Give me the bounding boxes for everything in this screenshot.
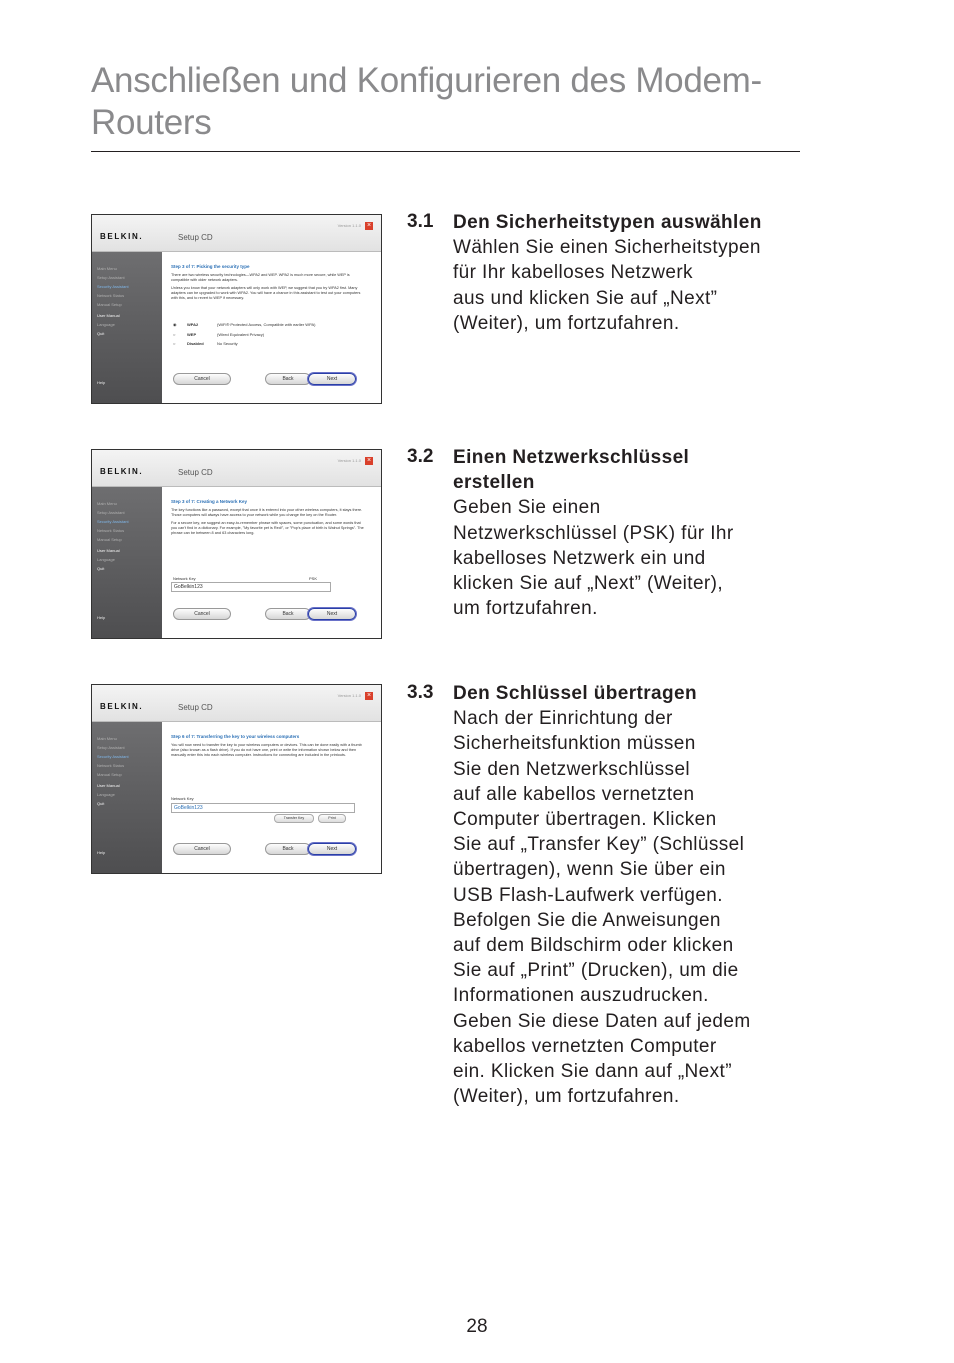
sidebar-item-setup-assistant[interactable]: Setup Assistant <box>97 275 125 280</box>
text-line: kabelloses Netzwerk ein und <box>453 547 706 569</box>
cancel-button[interactable]: Cancel <box>173 373 231 385</box>
close-icon[interactable]: × <box>366 692 372 699</box>
radio-icon[interactable]: ○ <box>173 341 176 346</box>
step-paragraph: You will now need to transfer the key to your wireless computers or devices. This can be done easily with a thumb drive (also known as a flash drive). If you do not have one, print or write the information shown below and then manually enter this into each wireless computer. Instructions for connecting are included in the printouts. <box>171 743 362 757</box>
sidebar-item-manual-setup[interactable]: Manual Setup <box>97 537 122 542</box>
psk-label: PSK <box>309 576 318 581</box>
sidebar-item-language[interactable]: Language <box>97 322 115 327</box>
screenshot-network-key <box>91 449 382 639</box>
print-button[interactable]: Print <box>318 814 346 823</box>
title-divider <box>91 151 800 152</box>
step-body <box>171 743 367 758</box>
sidebar-item-user-manual[interactable]: User Manual <box>97 783 120 788</box>
step-paragraph: There are two wireless security technologies—WPA2 and WEP. WPA2 is much more secure, while WEP is compatible with older network adapters. <box>171 273 350 282</box>
transfer-key-button[interactable]: Transfer Key <box>274 814 314 823</box>
version-label: Version 1.1.0 <box>337 458 361 463</box>
text-line: um fortzufahren. <box>453 598 598 620</box>
step-heading: Den Schlüssel übertragen <box>453 683 698 704</box>
cancel-button[interactable]: Cancel <box>173 608 231 620</box>
page-number: 28 <box>466 1316 488 1337</box>
option-disabled[interactable]: ○ Disabled No Security <box>173 341 238 346</box>
sidebar-item-security-assistant[interactable]: Security Assistant <box>97 284 129 289</box>
sidebar-item-setup-assistant[interactable]: Setup Assistant <box>97 745 125 750</box>
text-line: Computer übertragen. Klicken <box>453 809 717 831</box>
screen-header <box>92 450 381 487</box>
sidebar-item-language[interactable]: Language <box>97 557 115 562</box>
screen-title: Setup CD <box>178 468 213 477</box>
text-line: USB Flash-Laufwerk verfügen. <box>453 884 723 906</box>
sidebar-item-main-menu[interactable]: Main Menu <box>97 266 117 271</box>
option-wpa2[interactable]: ◉ WPA2 (WiFi® Protected Access, Compatible with earlier WPA) <box>173 322 316 327</box>
help-link[interactable]: Help <box>97 380 106 385</box>
belkin-logo: BELKIN. <box>100 702 144 711</box>
text-line: auf alle kabellos vernetzten <box>453 783 695 805</box>
network-key-display: GoBelkin123 <box>171 803 355 813</box>
cancel-button[interactable]: Cancel <box>173 843 231 855</box>
sidebar-item-network-status[interactable]: Network Status <box>97 763 125 768</box>
belkin-logo: BELKIN. <box>100 232 144 241</box>
text-line: für Ihr kabelloses Netzwerk <box>453 262 693 284</box>
screen-header <box>92 215 381 252</box>
text-line: Sicherheitsfunktion müssen <box>453 733 696 755</box>
text-line: (Weiter), um fortzufahren. <box>453 1086 680 1108</box>
screen-header <box>92 685 381 722</box>
next-button[interactable]: Next <box>308 608 356 620</box>
version-label: Version 1.1.0 <box>337 693 361 698</box>
step-description <box>453 210 813 336</box>
sidebar-item-language[interactable]: Language <box>97 792 115 797</box>
text-line: Geben Sie einen <box>453 497 601 519</box>
page-title-line-1: Anschließen und Konfigurieren des Modem- <box>91 61 762 100</box>
step-description <box>453 445 813 621</box>
screenshot-transfer-key <box>91 684 382 874</box>
sidebar-item-quit[interactable]: Quit <box>97 801 105 806</box>
sidebar-item-main-menu[interactable]: Main Menu <box>97 501 117 506</box>
page-title-line-2: Routers <box>91 103 212 142</box>
text-line: (Weiter), um fortzufahren. <box>453 312 680 334</box>
network-key-label: Network Key <box>171 796 194 801</box>
step-number: 3.2 <box>407 446 434 467</box>
step-paragraph: Unless you know that your network adapters will only work with WEP, we suggest that you try WPA2 first. Many adapters can be upgraded to work with WPA2. You will have a chance in this assistant to test out your computers with this, and to revert to WEP if necessary. <box>171 286 361 300</box>
sidebar-item-network-status[interactable]: Network Status <box>97 528 125 533</box>
text-line: kabellos vernetzten Computer <box>453 1035 717 1057</box>
text-line: Nach der Einrichtung der <box>453 708 673 730</box>
close-icon[interactable]: × <box>366 222 372 229</box>
network-key-label: Network Key <box>173 576 196 581</box>
sidebar-item-main-menu[interactable]: Main Menu <box>97 736 117 741</box>
step-description <box>453 681 813 1109</box>
step-number: 3.3 <box>407 682 434 703</box>
sidebar-item-quit[interactable]: Quit <box>97 566 105 571</box>
text-line: Informationen auszudrucken. <box>453 985 709 1007</box>
text-line: Sie den Netzwerkschlüssel <box>453 758 691 780</box>
text-line: auf dem Bildschirm oder klicken <box>453 935 734 957</box>
sidebar-item-network-status[interactable]: Network Status <box>97 293 125 298</box>
step-paragraph: The key functions like a password, except that once it is entered into your other wireless computers, it stays there. Those computers will always have access to your network while you change the key on the Router. <box>171 508 363 517</box>
step-heading: erstellen <box>453 472 535 494</box>
text-line: Sie auf „Print” (Drucken), um die <box>453 960 739 982</box>
text-line: übertragen), wenn Sie über ein <box>453 859 726 881</box>
next-button[interactable]: Next <box>308 843 356 855</box>
back-button[interactable]: Back <box>265 608 311 620</box>
sidebar <box>92 252 162 403</box>
radio-icon[interactable]: ○ <box>173 332 176 337</box>
text-line: aus und klicken Sie auf „Next” <box>453 287 718 309</box>
step-body <box>171 273 367 301</box>
screen-title: Setup CD <box>178 703 213 712</box>
belkin-logo: BELKIN. <box>100 467 144 476</box>
sidebar-item-manual-setup[interactable]: Manual Setup <box>97 302 122 307</box>
close-icon[interactable]: × <box>366 457 372 464</box>
option-wep[interactable]: ○ WEP (Wired Equivalent Privacy) <box>173 332 265 337</box>
sidebar-item-user-manual[interactable]: User Manual <box>97 548 120 553</box>
text-line: Befolgen Sie die Anweisungen <box>453 909 721 931</box>
sidebar-item-security-assistant[interactable]: Security Assistant <box>97 754 129 759</box>
radio-selected-icon[interactable]: ◉ <box>173 322 177 327</box>
next-button[interactable]: Next <box>308 373 356 385</box>
step-heading: Step 6 of 7: Transferring the key to your wireless computers <box>171 734 300 739</box>
sidebar <box>92 487 162 638</box>
help-link[interactable]: Help <box>97 850 106 855</box>
step-heading: Step 3 of 7: Picking the security type <box>171 264 250 269</box>
text-line: Netzwerkschlüssel (PSK) für Ihr <box>453 522 734 544</box>
text-line: ein. Klicken Sie dann auf „Next” <box>453 1061 732 1083</box>
step-heading: Step 3 of 7: Creating a Network Key <box>171 499 248 504</box>
page-title <box>91 60 811 144</box>
text-line: klicken Sie auf „Next” (Weiter), <box>453 573 724 595</box>
step-number: 3.1 <box>407 211 434 232</box>
sidebar <box>92 722 162 873</box>
text-line: Sie auf „Transfer Key” (Schlüssel <box>453 834 745 856</box>
sidebar-item-manual-setup[interactable]: Manual Setup <box>97 772 122 777</box>
text-line: Wählen Sie einen Sicherheitstypen <box>453 237 761 259</box>
sidebar-item-security-assistant[interactable]: Security Assistant <box>97 519 129 524</box>
step-heading: Den Sicherheitstypen auswählen <box>453 212 762 233</box>
sidebar-item-quit[interactable]: Quit <box>97 331 105 336</box>
step-body <box>171 508 367 536</box>
version-label: Version 1.1.0 <box>337 223 361 228</box>
sidebar-item-user-manual[interactable]: User Manual <box>97 313 120 318</box>
text-line: Geben Sie diese Daten auf jedem <box>453 1010 751 1032</box>
network-key-input[interactable]: GoBelkin123 <box>171 582 331 592</box>
step-paragraph: For a secure key, we suggest an easy-to-remember phrase with spaces, some punctuation, and some words that you can't find in a dictionary. For example, "My favorite pet is Red!", or "Pop's place of birth is Walnut Springs". The phrase can be between 8 and 63 characters long. <box>171 521 364 535</box>
back-button[interactable]: Back <box>265 373 311 385</box>
back-button[interactable]: Back <box>265 843 311 855</box>
step-heading: Einen Netzwerkschlüssel <box>453 447 690 468</box>
help-link[interactable]: Help <box>97 615 106 620</box>
screen-title: Setup CD <box>178 233 213 242</box>
sidebar-item-setup-assistant[interactable]: Setup Assistant <box>97 510 125 515</box>
screenshot-security-type <box>91 214 382 404</box>
